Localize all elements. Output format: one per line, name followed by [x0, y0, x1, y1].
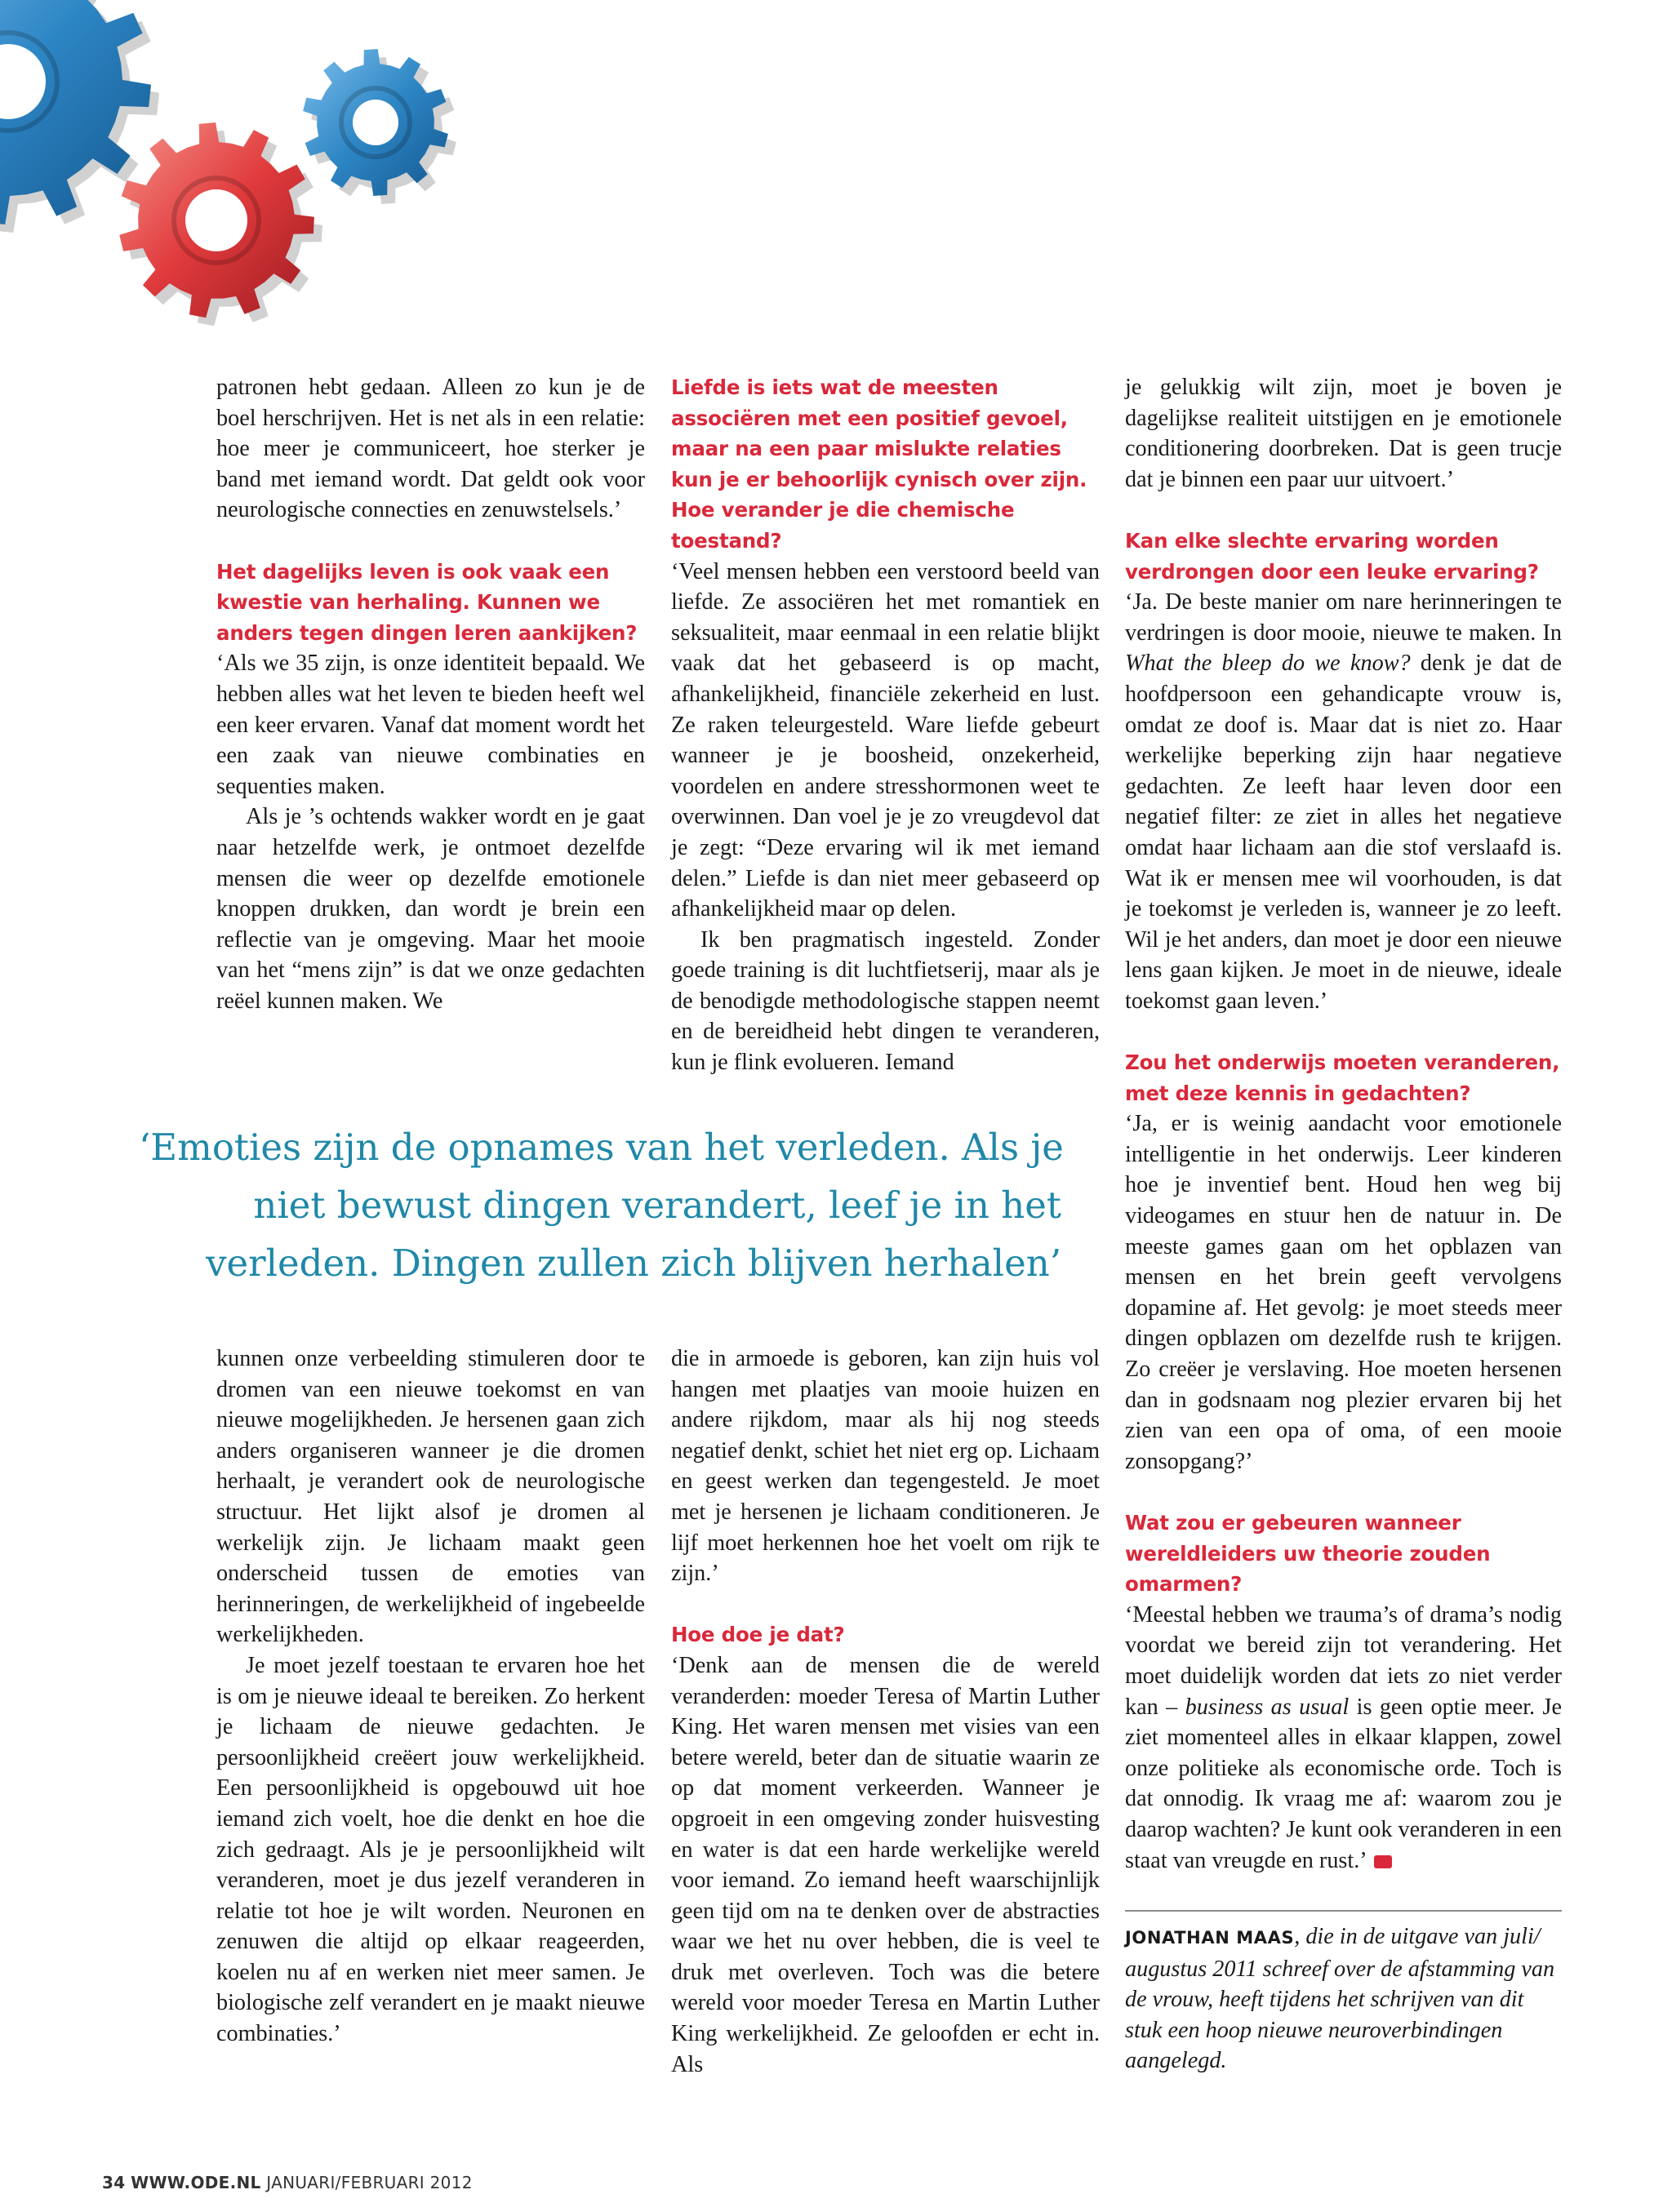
- pull-quote-line: verleden. Dingen zullen zich blijven herhalen’: [206, 1241, 1061, 1285]
- website: WWW.ODE.NL: [131, 2173, 261, 2192]
- paragraph: Als je ’s ochtends wakker wordt en je gaat naar hetzelfde werk, je ontmoet dezelfde mensen die weer op dezelfde emotionele knoppen drukken, dan wordt je brein een reflectie van je omgeving. Maar het mooie van het “mens zijn” is dat we onze gedachten reëel kunnen maken. We: [216, 804, 645, 1014]
- paragraph: ‘Ja, er is weinig aandacht voor emotionele intelligentie in het onderwijs. Leer kinderen hoe je inventief bent. Houd hen weg bij videogames en stuur hen de natuur in. De meeste games gaan om het opblazen van mensen en het brein geeft vervolgens dopamine af. Het gevolg: je moet steeds meer dingen opblazen om dezelfde rush te krijgen. Zo creëer je verslaving. Hoe moeten hersenen dan in godsnaam nog plezier ervaren bij het zien van een opa of oma, of een mooie zonsopgang?’: [1125, 1111, 1562, 1474]
- pull-quote: [139, 1118, 1064, 1292]
- paragraph: ‘Als we 35 zijn, is onze identiteit bepaald. We hebben alles wat het leven te bieden heeft wel een keer ervaren. Vanaf dat moment wordt het een zaak van nieuwe combinaties en sequenties maken.: [216, 651, 645, 799]
- page-footer: [102, 2173, 473, 2192]
- gears-illustration: [0, 0, 588, 335]
- column-2-bottom: [671, 1344, 1100, 2080]
- interview-question: Het dagelijks leven is ook vaak een kwestie van herhaling. Kunnen we anders tegen dingen leren aankijken?: [216, 559, 638, 645]
- paragraph: Ik ben pragmatisch ingesteld. Zonder goede training is dit luchtfietserij, maar als je de benodigde methodologische stappen neemt en de bereidheid hebt dingen te veranderen, kun je flink evolueren. Iemand: [671, 926, 1100, 1076]
- paragraph: kunnen onze verbeelding stimuleren door te dromen van een nieuwe toekomst en van nieuwe mogelijkheden. Je hersenen gaan zich anders organiseren wanneer je die dromen herhaalt, je verandert ook de neurologische structuur. Het lijkt alsof je dromen al werkelijk zijn. Je lichaam maakt geen onderscheid tussen de emoties van herinneringen, de werkelijkheid of ingebeelde werkelijkheden.: [216, 1346, 645, 1648]
- interview-question: Zou het onderwijs moeten veranderen, met deze kennis in gedachten?: [1125, 1050, 1560, 1105]
- paragraph: die in armoede is geboren, kan zijn huis vol hangen met plaatjes van mooie huizen en andere rijkdom, maar als hij nog steeds negatief denkt, schiet het niet erg op. Lichaam en geest werken dan tegengesteld. Je moet met je hersenen je lichaam conditioneren. Je lijf moet herkennen hoe het voelt om rijk te zijn.’: [671, 1346, 1100, 1587]
- gear-blue-small-icon: [303, 49, 456, 204]
- issue-date: JANUARI/FEBRUARI 2012: [266, 2173, 473, 2192]
- gear-red-icon: [119, 122, 322, 326]
- interview-question: Liefde is iets wat de meesten associëren met een positief gevoel, maar na een paar mislukte relaties kun je er behoorlijk cynisch over zijn. Hoe verander je die chemische toestand?: [671, 375, 1087, 553]
- author-bio-text: , die in de uitgave van juli/ augustus 2011 schreef over de afstamming van de vrouw, heeft tijdens het schrijven van dit stuk een hoop nieuwe neuroverbindingen aangelegd.: [1125, 1924, 1555, 2074]
- paragraph: je gelukkig wilt zijn, moet je boven je dagelijkse realiteit uitstijgen en je emotionele conditionering doorbreken. Dat is geen trucje dat je binnen een paar uur uitvoert.’: [1125, 375, 1562, 492]
- column-2-top: [671, 372, 1100, 1078]
- page-number: 34: [102, 2173, 126, 2192]
- end-mark-icon: [1374, 1855, 1392, 1868]
- author-bio: [1125, 1921, 1562, 2077]
- paragraph: ‘Veel mensen hebben een verstoord beeld van liefde. Ze associëren het met romantiek en seksualiteit, maar eenmaal in een relatie blijkt vaak dat het gebaseerd is op macht, afhankelijkheid, financiële zekerheid en lust. Ze raken teleurgesteld. Ware liefde gebeurt wanneer je je boosheid, onzekerheid, voordelen en andere stresshormonen weet te overwinnen. Dan voel je je zo vreugdevol dat je zegt: “Deze ervaring wil ik met iemand delen.” Liefde is dan niet meer gebaseerd op afhankelijkheid maar op delen.: [671, 558, 1100, 922]
- paragraph: ‘Denk aan de mensen die de wereld veranderden: moeder Teresa of Martin Luther King. Het waren mensen met visies van een betere wereld, beter dan de situatie waarin ze op dat moment verkeerden. Wanneer je opgroeit in een omgeving zonder huisvesting en water is dat een harde werkelijke wereld voor iemand. Zo iemand heeft waarschijnlijk geen tijd om na te denken over de abstracties waar we het nu over hebben, die is veel te druk met overleven. Toch was die betere wereld voor moeder Teresa en Martin Luther King werkelijkheid. Ze geloofden er echt in. Als: [671, 1652, 1100, 2077]
- interview-question: Kan elke slechte ervaring worden verdrongen door een leuke ervaring?: [1125, 528, 1539, 584]
- pull-quote-line: niet bewust dingen verandert, leef je in het: [253, 1184, 1061, 1227]
- interview-question: Wat zou er gebeuren wanneer wereldleiders uw theorie zouden omarmen?: [1125, 1510, 1491, 1597]
- bio-divider: [1125, 1910, 1562, 1912]
- interview-question: Hoe doe je dat?: [671, 1623, 845, 1647]
- column-3: [1125, 372, 1562, 1876]
- film-title: What the bleep do we know?: [1125, 651, 1411, 677]
- paragraph: Je moet jezelf toestaan te ervaren hoe het is om je nieuwe ideaal te bereiken. Zo herkent je lichaam de nieuwe gedachten. Je persoonlijkheid creëert jouw werkelijkheid. Een persoonlijkheid is opgebouwd uit hoe iemand zich voelt, hoe die denkt en hoe die zich gedraagt. Als je je persoonlijkheid wilt veranderen, moet je dus jezelf veranderen in relatie tot hoe je wilt worden. Neuronen en zenuwen die altijd op elkaar reageerden, koelen nu af en werken niet meer samen. Je biologische zelf verandert en je maakt nieuwe combinaties.’: [216, 1652, 645, 2047]
- column-1-top: [216, 372, 645, 1016]
- paragraph: ‘Ja. De beste manier om nare herinneringen te verdringen is door mooie, nieuwe te maken. In What the bleep do we know? denk je dat de hoofdpersoon een gehandicapte vrouw is, omdat ze doof is. Maar dat is niet zo. Haar werkelijke beperking zijn haar negatieve gedachten. Ze leeft haar leven door een negatief filter: ze ziet in alles het negatieve omdat haar lichaam aan die stof verslaafd is. Wat ik er mensen mee wil voorhouden, is dat je toekomst je verleden is, wanneer je zo leeft. Wil je het anders, dan moet je door een nieuwe lens gaan kijken. Je moet in de nieuwe, ideale toekomst gaan leven.’: [1125, 589, 1562, 1014]
- column-1-bottom: [216, 1344, 645, 2050]
- pull-quote-line: ‘Emoties zijn de opnames van het verleden. Als je: [139, 1126, 1064, 1169]
- paragraph: ‘Meestal hebben we trauma’s of drama’s nodig voordat we bereid zijn tot verandering. Het moet duidelijk worden dat iets zo niet verder kan – business as usual is geen optie meer. Je ziet momenteel alles in elkaar klappen, zowel onze politieke als economische orde. Toch is dat onnodig. Ik vraag me af: waarom zou je daarop wachten? Je kunt ook veranderen in een staat van vreugde en rust.’: [1125, 1601, 1562, 1873]
- author-name: JONATHAN MAAS: [1125, 1928, 1295, 1948]
- paragraph: patronen hebt gedaan. Alleen zo kun je de boel herschrijven. Het is net als in een relatie: hoe meer je communiceert, hoe sterker je band met iemand wordt. Dat geldt ook voor neurologische connecties en zenuwstelsels.’: [216, 375, 645, 523]
